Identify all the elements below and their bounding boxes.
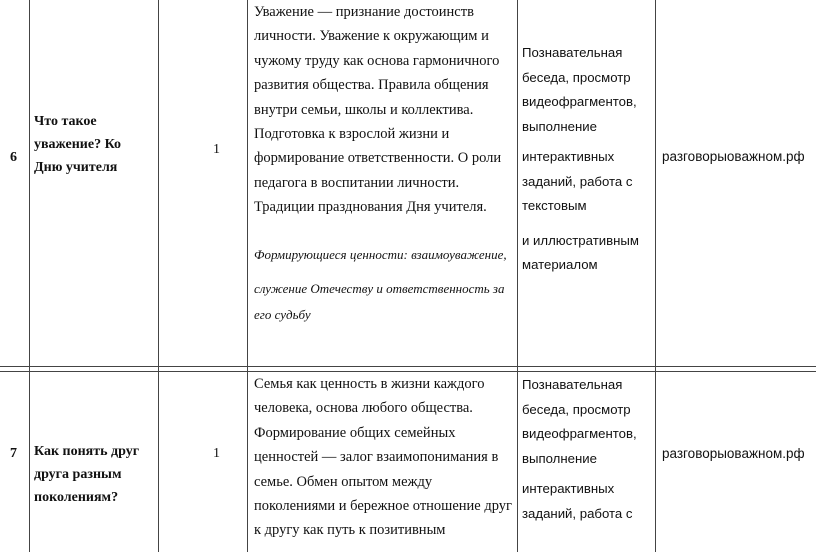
lesson-content: Уважение — признание достоинств личности. Уважение к окружающим и чужому труду как основа гармоничного развития общества. Правила общения внутри семьи, школы и коллектива. Подготовка к взрослой жизни и формирование ответственности. О роли педагога в воспитании личности. Традиции празднования Дня учителя.: [254, 4, 502, 216]
resource-link[interactable]: разговорыоважном.рф: [662, 149, 805, 164]
row-number: 6: [10, 150, 17, 165]
row-divider: [0, 366, 816, 367]
forms-line: и иллюстративным материалом: [522, 232, 639, 272]
values-line: Формирующиеся ценности: взаимоуважение,: [254, 247, 507, 262]
column-divider: [247, 0, 248, 552]
column-divider: [517, 0, 518, 552]
lesson-topic: Что такое уважение? Ко Дню учителя: [34, 114, 122, 175]
resource-link[interactable]: разговорыоважном.рф: [662, 446, 805, 461]
values-line: служение Отечеству и ответственность за его судьбу: [254, 281, 505, 322]
lesson-hours: 1: [213, 142, 220, 157]
forms-line: интерактивных заданий, работа с текстовым: [522, 149, 633, 213]
lesson-hours: 1: [213, 446, 220, 461]
lesson-content: Семья как ценность в жизни каждого человека, основа любого общества. Формирование общих семейных ценностей — залог взаимопонимания в семье. Обмен опытом между поколениями и бережное отношение друг к другу как путь к позитивным: [254, 376, 512, 539]
column-divider: [655, 0, 656, 552]
forms-line: Познавательная беседа, просмотр видеофрагментов, выполнение: [522, 45, 637, 134]
column-divider: [29, 0, 30, 552]
forms-line: Познавательная беседа, просмотр видеофрагментов, выполнение: [522, 377, 637, 466]
activity-forms: [522, 41, 650, 278]
row-number: 7: [10, 446, 17, 461]
lesson-topic: Как понять друг друга разным поколениям?: [34, 444, 140, 505]
column-divider: [158, 0, 159, 552]
forms-line: интерактивных заданий, работа с: [522, 481, 633, 521]
formed-values: [254, 242, 512, 328]
activity-forms: [522, 373, 650, 526]
